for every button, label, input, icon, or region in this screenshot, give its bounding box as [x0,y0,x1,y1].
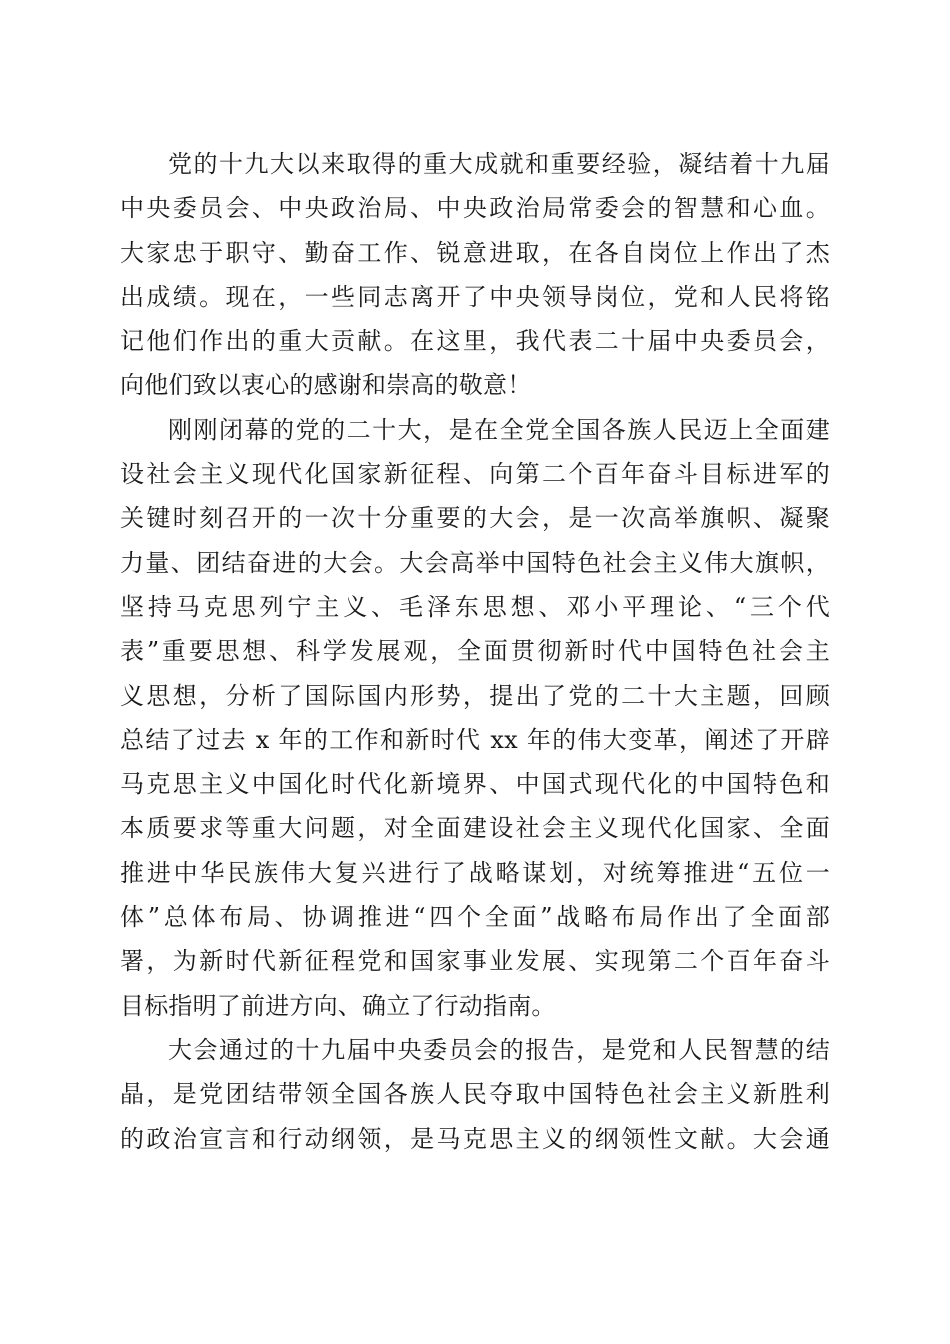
paragraph-line: 向他们致以衷心的感谢和崇高的敬意！ [120,371,532,400]
paragraph-line: 大会通过的十九届中央委员会的报告，是党和人民智慧的结 [168,1035,830,1064]
paragraph-line: 总结了过去 x 年的工作和新时代 xx 年的伟大变革，阐述了开辟 [120,725,830,754]
document-body [120,142,830,1161]
paragraph-line: 本质要求等重大问题，对全面建设社会主义现代化国家、全面 [120,814,830,843]
paragraph-line: 关键时刻召开的一次十分重要的大会，是一次高举旗帜、凝聚 [120,504,830,533]
paragraph-line: 马克思主义中国化时代化新境界、中国式现代化的中国特色和 [120,770,830,799]
paragraph-line: 出成绩。现在，一些同志离开了中央领导岗位，党和人民将铭 [120,282,830,311]
paragraph-line: 坚持马克思列宁主义、毛泽东思想、邓小平理论、“三个代 [120,592,830,621]
paragraph-3 [120,1028,830,1161]
paragraph-line: 党的十九大以来取得的重大成就和重要经验，凝结着十九届 [168,150,830,178]
paragraph-line: 晶，是党团结带领全国各族人民夺取中国特色社会主义新胜利 [120,1080,830,1109]
paragraph-line: 推进中华民族伟大复兴进行了战略谋划，对统筹推进“五位一 [120,858,830,887]
paragraph-line: 署，为新时代新征程党和国家事业发展、实现第二个百年奋斗 [120,947,830,976]
paragraph-line: 大家忠于职守、勤奋工作、锐意进取，在各自岗位上作出了杰 [120,238,830,267]
paragraph-line: 刚刚闭幕的党的二十大，是在全党全国各族人民迈上全面建 [168,415,830,444]
paragraph-2 [120,408,830,1028]
paragraph-line: 目标指明了前进方向、确立了行动指南。 [120,991,556,1020]
paragraph-line: 义思想，分析了国际国内形势，提出了党的二十大主题，回顾 [120,681,830,710]
paragraph-line: 中央委员会、中央政治局、中央政治局常委会的智慧和心血。 [120,194,830,223]
paragraph-line: 体”总体布局、协调推进“四个全面”战略布局作出了全面部 [120,903,830,932]
paragraph-line: 设社会主义现代化国家新征程、向第二个百年奋斗目标进军的 [120,460,830,489]
paragraph-line: 力量、团结奋进的大会。大会高举中国特色社会主义伟大旗帜， [120,548,830,577]
paragraph-line: 的政治宣言和行动纲领，是马克思主义的纲领性文献。大会通 [120,1124,830,1153]
paragraph-line: 表”重要思想、科学发展观，全面贯彻新时代中国特色社会主 [120,637,830,666]
paragraph-line: 记他们作出的重大贡献。在这里，我代表二十届中央委员会， [120,327,830,356]
paragraph-1 [120,142,830,408]
